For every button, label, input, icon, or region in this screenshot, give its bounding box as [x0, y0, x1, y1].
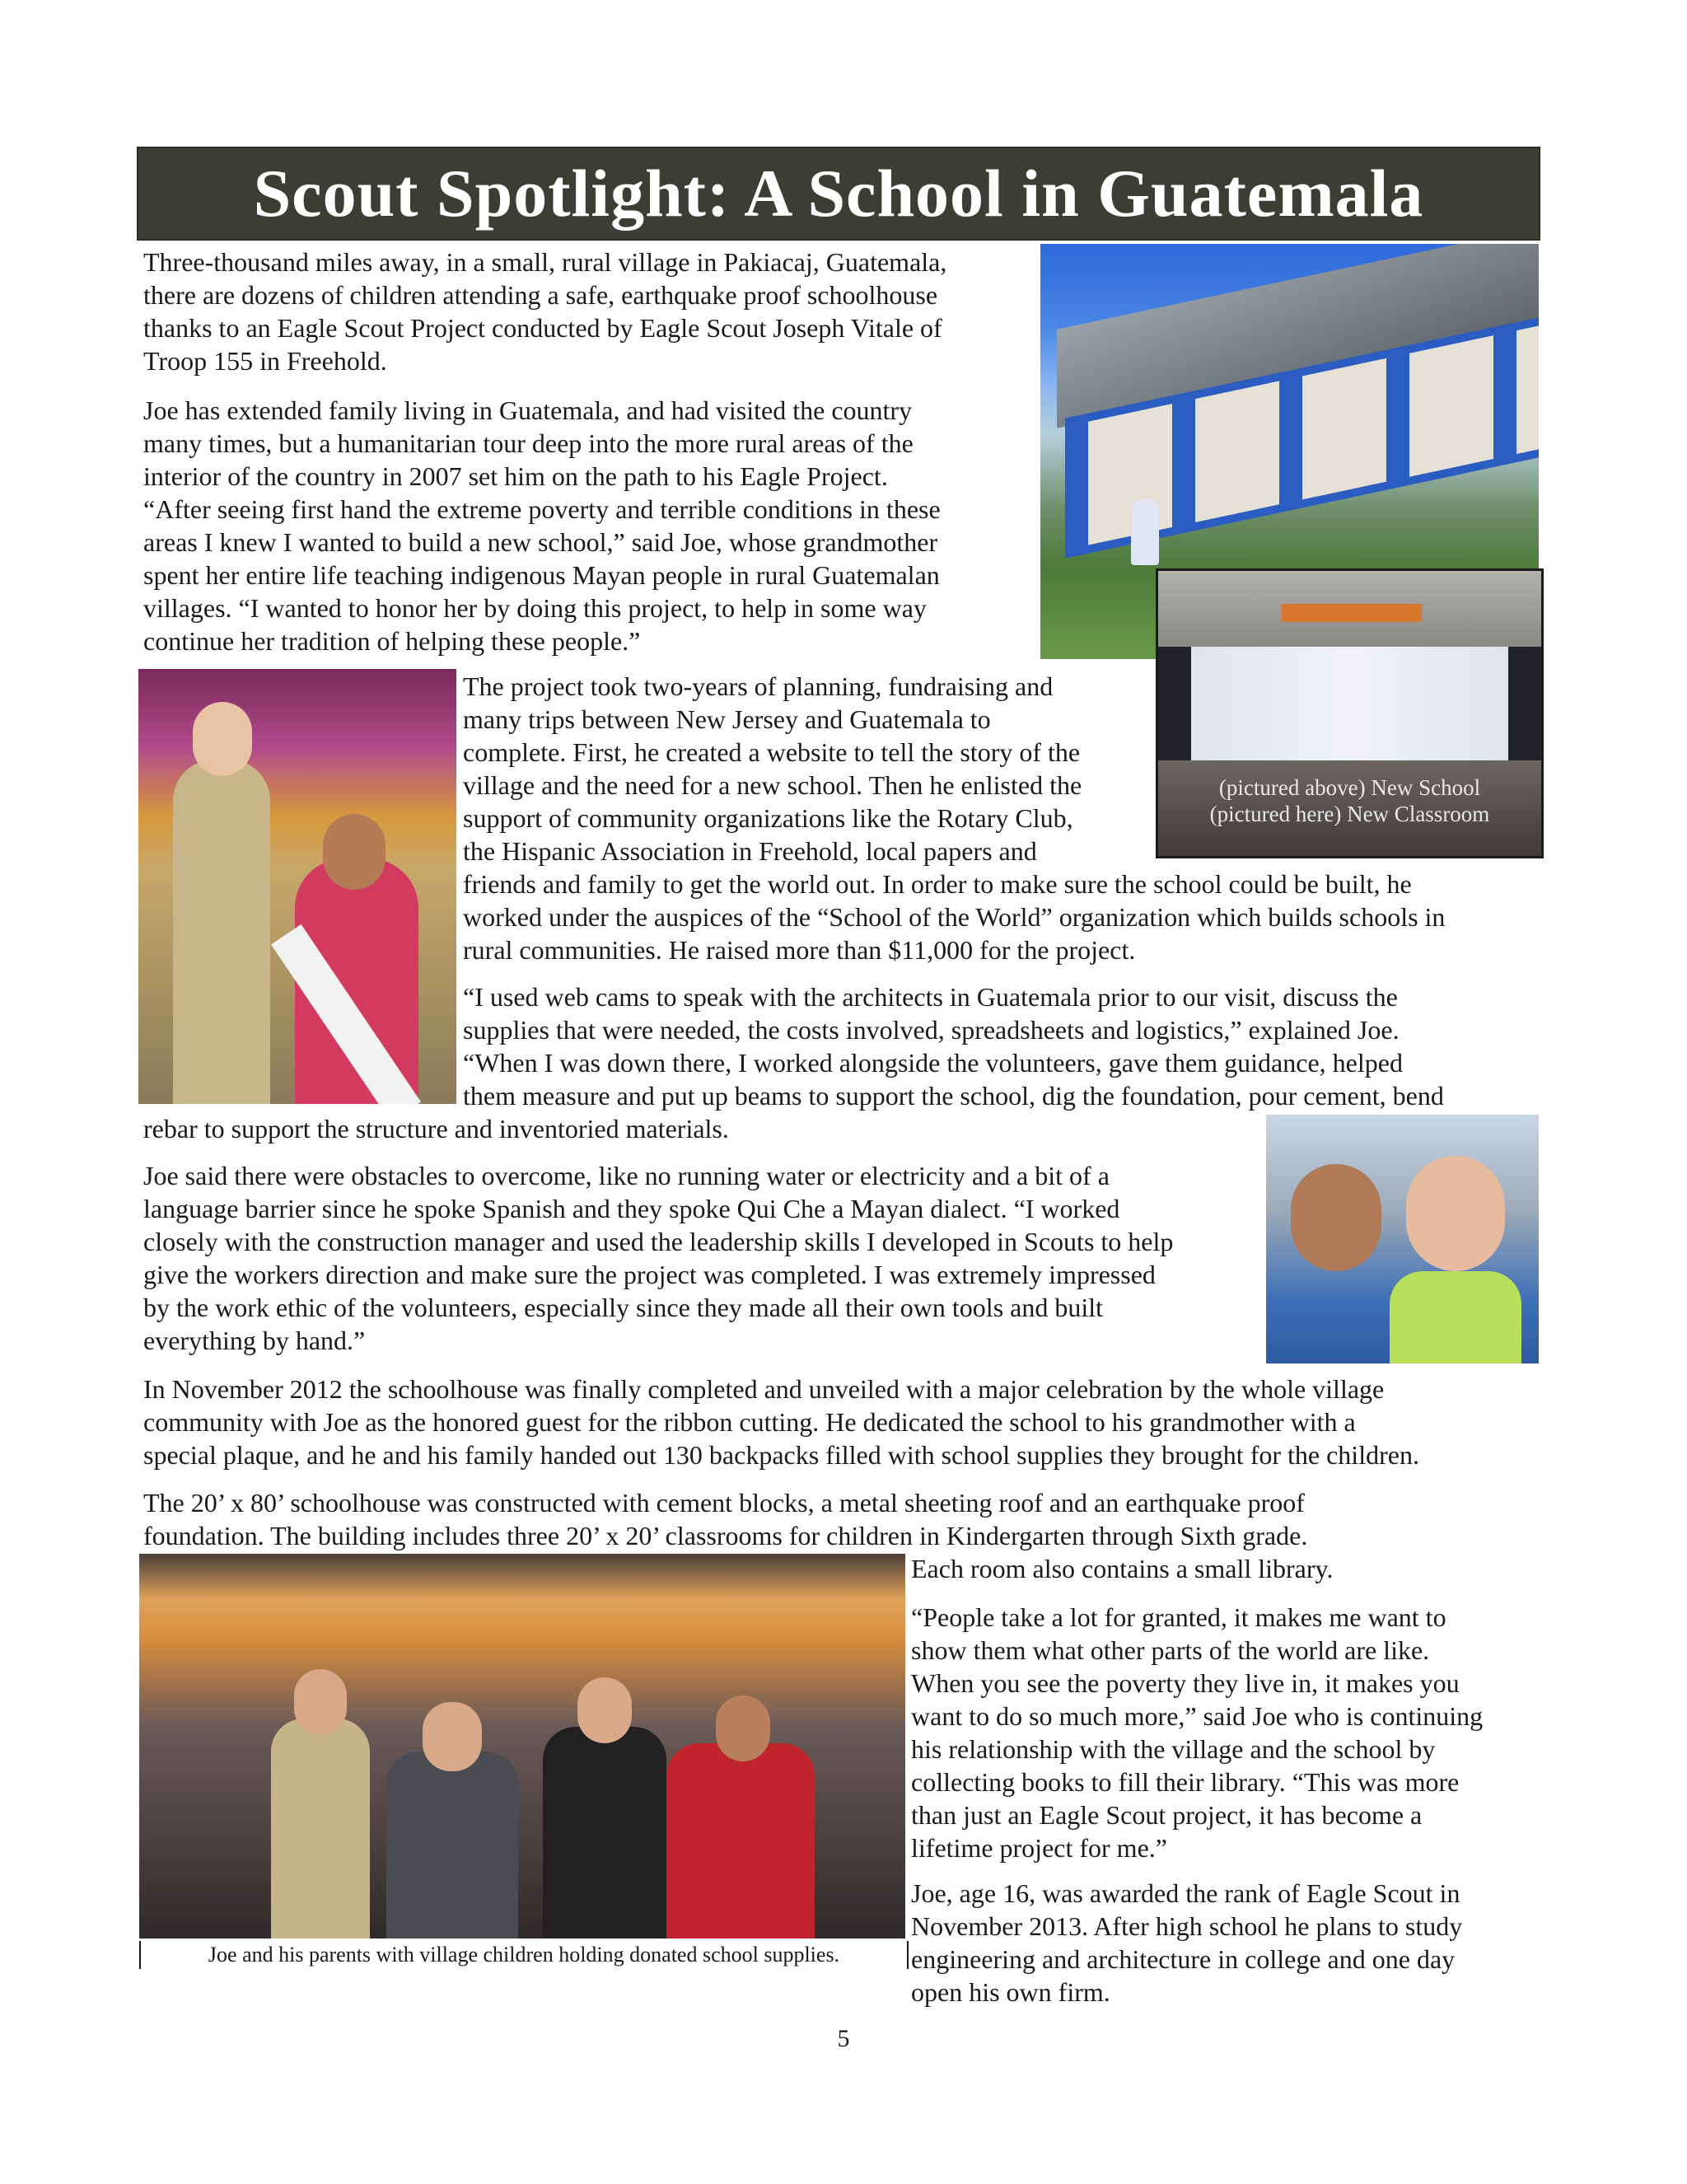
- text-line: November 2013. After high school he plans to study: [911, 1911, 1463, 1941]
- text-line: foundation. The building includes three 20’ x 20’ classrooms for children in Kindergarten through Sixth grade.: [143, 1521, 1308, 1550]
- group-photo: [139, 1554, 905, 1938]
- text-line: Joe said there were obstacles to overcome, like no running water or electricity and a bit of a: [143, 1161, 1110, 1190]
- text-line: engineering and architecture in college and one day: [911, 1944, 1456, 1974]
- caption-line-school: (pictured above) New School: [1218, 775, 1481, 800]
- text-line: In November 2012 the schoolhouse was finally completed and unveiled with a major celebration by the whole village: [143, 1374, 1385, 1404]
- text-line: show them what other parts of the world are like.: [911, 1635, 1430, 1665]
- text-line: The project took two-years of planning, fundraising and: [463, 671, 1054, 701]
- text-line: give the workers direction and make sure the project was completed. I was extremely impressed: [143, 1260, 1156, 1289]
- caption-line-classroom: (pictured here) New Classroom: [1209, 802, 1490, 826]
- text-line: lifetime project for me.”: [911, 1833, 1167, 1863]
- paragraph-7-continued: [911, 1552, 1333, 1585]
- text-line: want to do so much more,” said Joe who is continuing: [911, 1701, 1484, 1731]
- text-line: collecting books to fill their library. “This was more: [911, 1767, 1460, 1797]
- text-line: Three-thousand miles away, in a small, rural village in Pakiacaj, Guatemala,: [143, 247, 947, 277]
- text-line: rebar to support the structure and inventoried materials.: [143, 1114, 729, 1143]
- text-line: them measure and put up beams to support the school, dig the foundation, pour cement, bend: [463, 1081, 1444, 1111]
- text-line: “After seeing first hand the extreme poverty and terrible conditions in these: [143, 494, 941, 524]
- text-line: supplies that were needed, the costs involved, spreadsheets and logistics,” explained Joe.: [463, 1015, 1400, 1045]
- scout-figure: [173, 760, 270, 1104]
- text-line: The 20’ x 80’ schoolhouse was constructed with cement blocks, a metal sheeting roof and an earthquake proof: [143, 1488, 1305, 1518]
- text-line: than just an Eagle Scout project, it has become a: [911, 1800, 1423, 1830]
- text-line: Joe has extended family living in Guatemala, and had visited the country: [143, 395, 913, 425]
- paragraph-2: [143, 394, 941, 657]
- classroom-beam: [1282, 604, 1422, 622]
- text-line: the Hispanic Association in Freehold, local papers and: [463, 836, 1037, 866]
- person-scout: [271, 1719, 370, 1938]
- head-scout: [294, 1669, 347, 1735]
- text-line: community with Joe as the honored guest for the ribbon cutting. He dedicated the school to his grandmother with a: [143, 1407, 1356, 1437]
- text-line: language barrier since he spoke Spanish and they spoke Qui Che a Mayan dialect. “I worked: [143, 1194, 1120, 1223]
- text-line: areas I knew I wanted to build a new school,” said Joe, whose grandmother: [143, 527, 938, 557]
- paragraph-9: [911, 1877, 1462, 2009]
- paragraph-3: [463, 670, 1445, 966]
- text-line: support of community organizations like the Rotary Club,: [463, 803, 1073, 833]
- text-line: interior of the country in 2007 set him on the path to his Eagle Project.: [143, 461, 888, 491]
- child-figure: [1131, 499, 1159, 565]
- text-line: “I used web cams to speak with the architects in Guatemala prior to our visit, discuss the: [463, 982, 1398, 1012]
- article-full-text: [0, 0, 1, 1]
- text-line: “People take a lot for granted, it makes me want to: [911, 1602, 1446, 1632]
- person-mother: [666, 1743, 815, 1938]
- paragraph-4-continued: [143, 1112, 729, 1145]
- text-line: Joe, age 16, was awarded the rank of Eagle Scout in: [911, 1878, 1460, 1908]
- text-line: special plaque, and he and his family handed out 130 backpacks filled with school supplies they brought for the children.: [143, 1440, 1419, 1470]
- group-photo-caption: Joe and his parents with village children holding donated school supplies.: [139, 1941, 909, 1969]
- paragraph-4: [463, 980, 1444, 1112]
- head-mother: [716, 1695, 770, 1761]
- text-line: Each room also contains a small library.: [911, 1554, 1334, 1583]
- text-line: When you see the poverty they live in, it makes you: [911, 1668, 1460, 1698]
- person-father: [386, 1751, 518, 1938]
- paragraph-7: [143, 1486, 1307, 1552]
- text-line: complete. First, he created a website to tell the story of the: [463, 737, 1081, 767]
- girl-head: [323, 814, 386, 890]
- text-line: villages. “I wanted to honor her by doing this project, to help in some way: [143, 593, 927, 623]
- toddler-dress: [1390, 1271, 1521, 1363]
- text-line: his relationship with the village and the school by: [911, 1734, 1436, 1764]
- scout-with-girl-photo: [138, 669, 456, 1104]
- scout-head: [193, 702, 252, 776]
- text-line: everything by hand.”: [143, 1326, 366, 1355]
- text-line: many times, but a humanitarian tour deep into the more rural areas of the: [143, 428, 914, 458]
- article-title-banner: Scout Spotlight: A School in Guatemala: [137, 147, 1540, 241]
- person-man: [543, 1727, 666, 1938]
- text-line: by the work ethic of the volunteers, especially since they made all their own tools and built: [143, 1293, 1104, 1322]
- paragraph-6: [143, 1373, 1419, 1471]
- toddler: [1406, 1156, 1505, 1271]
- head-man: [577, 1677, 632, 1743]
- paragraph-5: [143, 1159, 1173, 1357]
- text-line: village and the need for a new school. Then he enlisted the: [463, 770, 1082, 800]
- text-line: there are dozens of children attending a safe, earthquake proof schoolhouse: [143, 280, 938, 310]
- older-girl: [1291, 1164, 1381, 1271]
- text-line: open his own firm.: [911, 1977, 1110, 2007]
- text-line: rural communities. He raised more than $11,000 for the project.: [463, 935, 1136, 965]
- two-children-photo: [1266, 1115, 1539, 1363]
- head-father: [423, 1702, 482, 1771]
- text-line: friends and family to get the world out. In order to make sure the school could be built, he: [463, 869, 1412, 899]
- text-line: spent her entire life teaching indigenous Mayan people in rural Guatemalan: [143, 560, 940, 590]
- paragraph-8: [911, 1601, 1483, 1864]
- text-line: thanks to an Eagle Scout Project conducted by Eagle Scout Joseph Vitale of: [143, 313, 942, 343]
- paragraph-1: [143, 246, 946, 377]
- page-number: 5: [837, 2025, 850, 2052]
- text-line: closely with the construction manager and used the leadership skills I developed in Scouts to help: [143, 1227, 1174, 1256]
- text-line: Troop 155 in Freehold.: [143, 346, 387, 376]
- text-line: worked under the auspices of the “School of the World” organization which builds schools in: [463, 902, 1446, 932]
- text-line: continue her tradition of helping these people.”: [143, 626, 641, 656]
- text-line: “When I was down there, I worked alongside the volunteers, gave them guidance, helped: [463, 1048, 1403, 1078]
- text-line: many trips between New Jersey and Guatemala to: [463, 704, 991, 734]
